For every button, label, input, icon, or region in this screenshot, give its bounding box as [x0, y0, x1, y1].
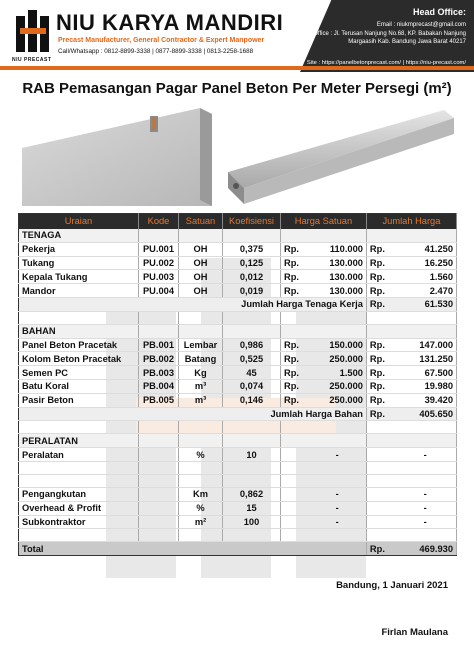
document-title: RAB Pemasangan Pagar Panel Beton Per Meter Persegi (m²) [22, 80, 452, 97]
table-row: Pekerja PU.001 OH 0,375 Rp. 110.000 Rp. 41.250 [19, 242, 457, 256]
table-row: Mandor PU.004 OH 0,019 Rp. 130.000 Rp. 2.470 [19, 284, 457, 298]
section-peralatan [19, 434, 457, 448]
table-row: Kolom Beton Pracetak PB.002 Batang 0,525 Rp. 250.000 Rp. 131.250 [19, 352, 457, 366]
total-value: 469.930 [394, 542, 456, 556]
table-row: Pengangkutan Km 0,862 - - [19, 487, 457, 501]
total-label: Total [19, 542, 367, 556]
total-row: Total Rp. 469.930 [19, 542, 457, 556]
section-tenaga [19, 229, 457, 243]
company-phones: Call/Whatsapp : 0812-8899-3338 | 0877-8899-3338 | 0813-2258-1688 [58, 48, 254, 55]
table-row: Peralatan % 10 - - [19, 448, 457, 462]
col-kode: Kode [139, 214, 179, 229]
concrete-post-image [222, 104, 454, 208]
table-row: Batu Koral PB.004 m³ 0,074 Rp. 250.000 Rp. 19.980 [19, 379, 457, 393]
table-row: Panel Beton Pracetak PB.001 Lembar 0,986 Rp. 150.000 Rp. 147.000 [19, 338, 457, 352]
letterhead [0, 0, 474, 72]
table-row: Pasir Beton PB.005 m³ 0,146 Rp. 250.000 Rp. 39.420 [19, 393, 457, 407]
table-row: Overhead & Profit % 15 - - [19, 501, 457, 515]
company-sites: Site : https://panelbetonprecast.com/ | https://niu-precast.com/ [306, 60, 466, 66]
col-harga-satuan: Harga Satuan [281, 214, 367, 229]
logo-subtitle: NIU PRECAST [12, 57, 52, 63]
section-label: PERALATAN [19, 434, 139, 448]
company-email: Email : niukmprecast@gmail.com [376, 22, 466, 29]
office-address-1: Office : Jl. Terusan Nanjung No.68, KP. Babakan Nanjung [313, 30, 466, 37]
section-bahan [19, 324, 457, 338]
company-logo [16, 10, 50, 56]
section-label: BAHAN [19, 324, 139, 338]
rab-table [18, 213, 457, 556]
concrete-panel-image [22, 108, 212, 206]
office-address-2: Margaasih Kab. Bandung Jawa Barat 40217 [348, 39, 466, 46]
table-row: Tukang PU.002 OH 0,125 Rp. 130.000 Rp. 16.250 [19, 256, 457, 270]
table-row: Semen PC PB.003 Kg 45 Rp. 1.500 Rp. 67.500 [19, 366, 457, 380]
col-jumlah-harga: Jumlah Harga [366, 214, 456, 229]
subtotal-bahan-row: Jumlah Harga Bahan Rp. 405.650 [19, 407, 457, 421]
document-date: Bandung, 1 Januari 2021 [336, 580, 448, 591]
header-stripe [0, 66, 474, 70]
signer-name: Firlan Maulana [381, 627, 448, 638]
office-info [266, 6, 466, 47]
company-tagline: Precast Manufacturer, General Contractor & Expert Manpower [58, 37, 265, 44]
table-row: Subkontraktor m² 100 - - [19, 515, 457, 529]
col-uraian: Uraian [19, 214, 139, 229]
section-label: TENAGA [19, 229, 139, 243]
head-office-label: Head Office: [412, 7, 466, 17]
table-row: Kepala Tukang PU.003 OH 0,012 Rp. 130.000 Rp. 1.560 [19, 270, 457, 284]
col-satuan: Satuan [179, 214, 223, 229]
col-koefisiensi: Koefisiensi [223, 214, 281, 229]
company-name: NIU KARYA MANDIRI [56, 10, 284, 35]
subtotal-tenaga-row: Jumlah Harga Tenaga Kerja Rp. 61.530 [19, 297, 457, 311]
